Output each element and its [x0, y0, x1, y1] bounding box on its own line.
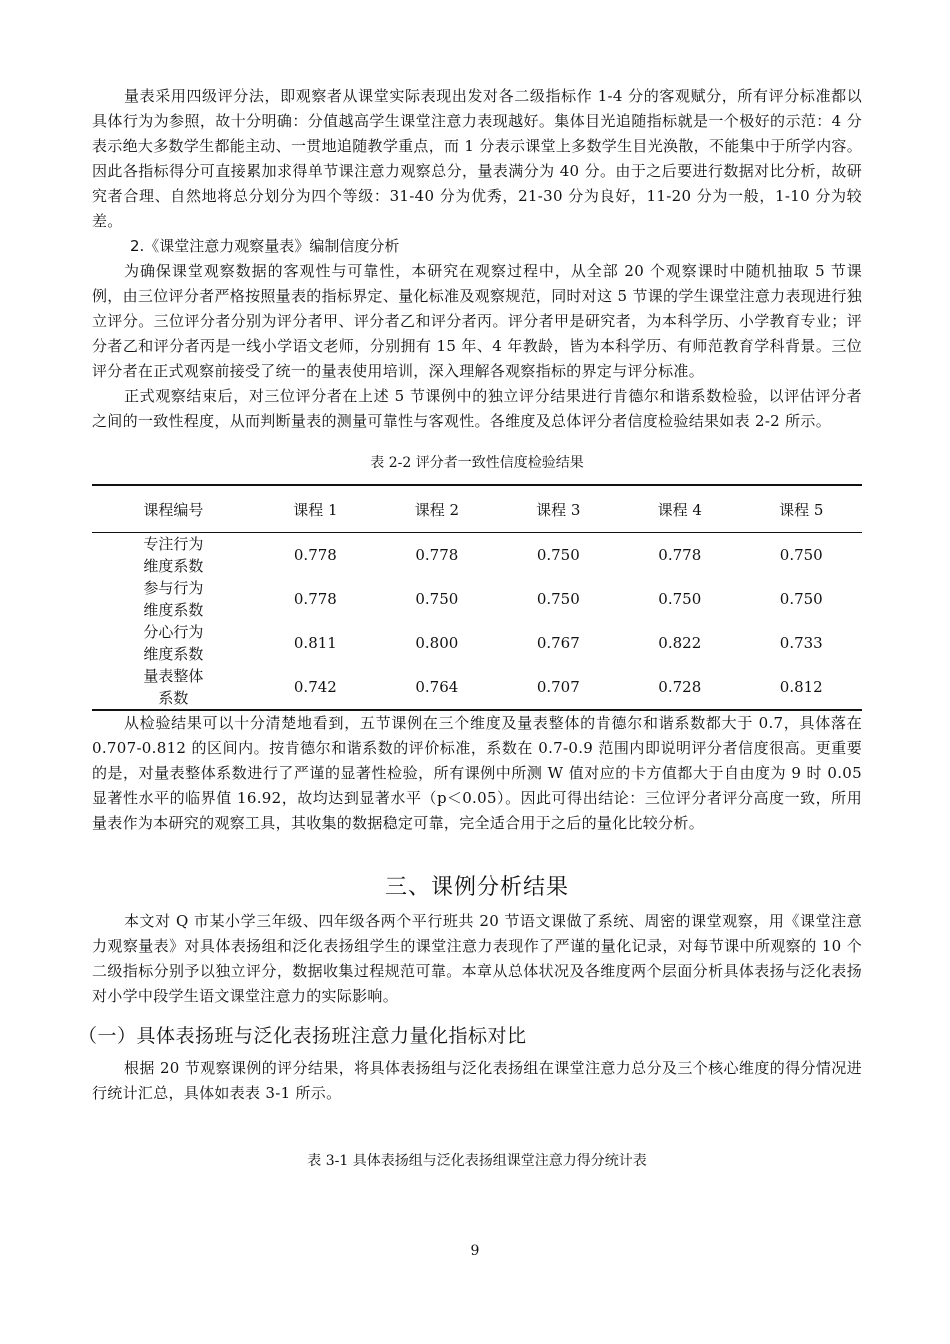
table-cell: 0.707 [498, 665, 619, 710]
row-label [92, 665, 255, 710]
paragraph-kendall-test: 正式观察结束后，对三位评分者在上述 5 节课例中的独立评分结果进行肯德尔和谐系数检验，以评估评分者之间的一致性程度，从而判断量表的测量可靠性与客观性。各维度及总体评分者信度检验结果如表 2-2 所示。 [92, 387, 862, 430]
table-cell: 0.811 [293, 634, 337, 652]
table-cell: 0.778 [415, 546, 459, 564]
row-label-line1: 参与行为 [143, 579, 204, 597]
table-cell: 0.750 [779, 546, 823, 564]
row-label-line1: 分心行为 [143, 623, 204, 641]
table-row [92, 533, 862, 578]
table-row [92, 665, 862, 710]
table-cell: 0.812 [741, 665, 862, 710]
table-cell: 0.728 [619, 665, 740, 710]
paragraph-raters: 为确保课堂观察数据的客观性与可靠性，本研究在观察过程中，从全部 20 个观察课时中随机抽取 5 节课例，由三位评分者严格按照量表的指标界定、量化标准及观察规范，同时对这 5 节课的学生课堂注意力表现进行独立评分。三位评分者分别为评分者甲、评分者乙和评分者丙。评分者甲是研究者，为本科学历、小学教育专业；评分者乙和评分者丙是一线小学语文老师，分别拥有 15 年、4 年教龄，皆为本科学历、有师范教育学科背景。三位评分者在正式观察前接受了统一的量表使用培训，深入理解各观察指标的界定与评分标准。 [92, 262, 862, 380]
row-label-line1: 专注行为 [143, 535, 204, 553]
row-label [92, 577, 255, 621]
paragraph-section-intro: 本文对 Q 市某小学三年级、四年级各两个平行班共 20 节语文课做了系统、周密的课堂观察，用《课堂注意力观察量表》对具体表扬组和泛化表扬组学生的课堂注意力表现作了严谨的量化记录，对每节课中所观察的 10 个二级指标分别予以独立评分，数据收集过程规范可靠。本章从总体状况及各维度两个层面分析具体表扬与泛化表扬对小学中段学生语文课堂注意力的实际影响。 [92, 912, 862, 1005]
table-cell: 0.750 [415, 590, 459, 608]
page-number: 9 [470, 1243, 480, 1259]
table-cell: 0.800 [415, 634, 459, 652]
reliability-table [92, 484, 862, 711]
row-label [92, 621, 255, 665]
row-label-line1: 量表整体 [143, 667, 204, 685]
table-cell: 0.767 [536, 634, 580, 652]
table-cell: 0.733 [779, 634, 823, 652]
table-cell: 0.764 [376, 665, 497, 710]
subheading-reliability: 2.《课堂注意力观察量表》编制信度分析 [130, 237, 400, 255]
table-cell: 0.750 [536, 590, 580, 608]
header-course-2: 课程 2 [376, 485, 497, 533]
table-cell: 0.750 [779, 590, 823, 608]
table-cell: 0.822 [658, 634, 702, 652]
table-3-1-caption: 表 3-1 具体表扬组与泛化表扬组课堂注意力得分统计表 [307, 1153, 647, 1169]
table-cell: 0.750 [658, 590, 702, 608]
header-course-4: 课程 4 [619, 485, 740, 533]
row-label-line2: 维度系数 [143, 601, 204, 619]
header-course-5: 课程 5 [741, 485, 862, 533]
header-course-3: 课程 3 [498, 485, 619, 533]
paragraph-table-intro: 根据 20 节观察课例的评分结果，将具体表扬组与泛化表扬组在课堂注意力总分及三个核心维度的得分情况进行统计汇总，具体如表表 3-1 所示。 [92, 1059, 862, 1102]
table-row [92, 621, 862, 665]
paper-page [78, 84, 862, 1182]
paragraph-results: 从检验结果可以十分清楚地看到，五节课例在三个维度及量表整体的肯德尔和谐系数都大于 0.7，具体落在 0.707-0.812 的区间内。按肯德尔和谐系数的评价标准，系数在 0.7-0.9 范围内即说明评分者信度很高。更重要的是，对量表整体系数进行了严谨的显著性检验，所有课例中所测 W 值对应的卡方值都大于自由度为 9 时 0.05 显著性水平的临界值 16.92，故均达到显著水平（p＜0.05）。因此可得出结论：三位评分者评分高度一致，所用量表作为本研究的观察工具，其收集的数据稳定可靠，完全适合用于之后的量化比较分析。 [92, 714, 862, 832]
table-2-2-caption: 表 2-2 评分者一致性信度检验结果 [370, 455, 584, 471]
table-header-row [92, 485, 862, 533]
subsection-1-title: （一）具体表扬班与泛化表扬班注意力量化指标对比 [78, 1025, 527, 1047]
row-label [92, 533, 255, 578]
paragraph-scoring-method: 量表采用四级评分法，即观察者从课堂实际表现出发对各二级指标作 1-4 分的客观赋分，所有评分标准都以具体行为为参照，故十分明确：分值越高学生课堂注意力表现越好。集体目光追随指标就是一个极好的示范：4 分表示绝大多数学生都能主动、一贯地追随教学重点，而 1 分表示课堂上多数学生目光涣散，不能集中于所学内容。因此各指标得分可直接累加求得单节课注意力观察总分，量表满分为 40 分。由于之后要进行数据对比分析，故研究者合理、自然地将总分划分为四个等级：31-40 分为优秀，21-30 分为良好，11-20 分为一般，1-10 分为较差。 [92, 87, 862, 230]
row-label-line2: 维度系数 [143, 557, 204, 575]
row-label-line2: 维度系数 [143, 645, 204, 663]
header-course-1: 课程 1 [255, 485, 376, 533]
table-cell: 0.742 [255, 665, 376, 710]
section-3-title: 三、课例分析结果 [384, 875, 569, 900]
table-cell: 0.778 [293, 590, 337, 608]
table-cell: 0.750 [536, 546, 580, 564]
table-row [92, 577, 862, 621]
row-label-line2: 系数 [158, 689, 189, 707]
header-course-id: 课程编号 [92, 485, 255, 533]
table-cell: 0.778 [293, 546, 337, 564]
table-cell: 0.778 [658, 546, 702, 564]
